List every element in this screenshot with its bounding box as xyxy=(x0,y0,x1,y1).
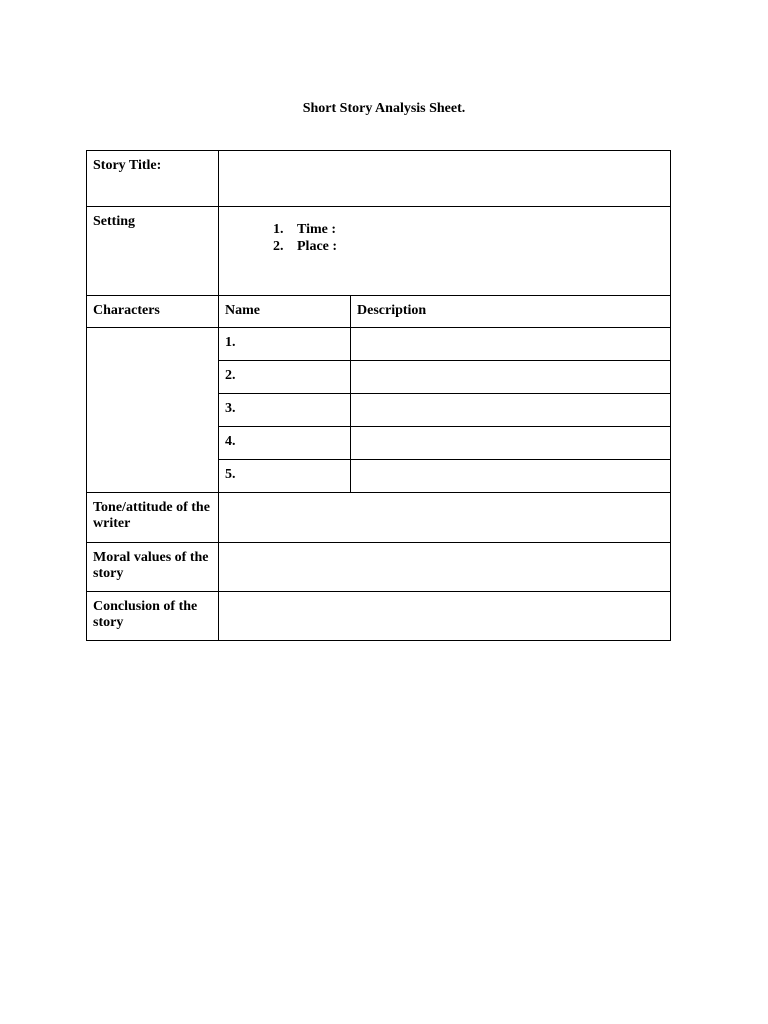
analysis-table xyxy=(86,150,671,641)
setting-item-place xyxy=(273,238,664,255)
character-description-cell[interactable] xyxy=(351,328,671,361)
story-title-label: Story Title: xyxy=(87,151,219,207)
setting-item-number: 1. xyxy=(273,222,284,237)
setting-list xyxy=(225,221,664,255)
conclusion-label: Conclusion of the story xyxy=(87,592,219,641)
story-title-field[interactable] xyxy=(219,151,671,207)
moral-row xyxy=(87,543,671,592)
setting-row xyxy=(87,207,671,296)
conclusion-field[interactable] xyxy=(219,592,671,641)
table-row xyxy=(87,328,671,361)
setting-item-time xyxy=(273,221,664,238)
characters-header-row xyxy=(87,296,671,328)
setting-item-label: Place : xyxy=(297,239,338,254)
character-description-cell[interactable] xyxy=(351,427,671,460)
setting-field[interactable] xyxy=(219,207,671,296)
character-description-cell[interactable] xyxy=(351,394,671,427)
story-title-row xyxy=(87,151,671,207)
setting-item-number: 2. xyxy=(273,239,284,254)
tone-field[interactable] xyxy=(219,493,671,543)
character-name-cell[interactable]: 5. xyxy=(219,460,351,493)
character-name-cell[interactable]: 3. xyxy=(219,394,351,427)
description-column-header: Description xyxy=(351,296,671,328)
moral-label: Moral values of the story xyxy=(87,543,219,592)
character-description-cell[interactable] xyxy=(351,460,671,493)
characters-label: Characters xyxy=(87,296,219,328)
moral-field[interactable] xyxy=(219,543,671,592)
character-name-cell[interactable]: 1. xyxy=(219,328,351,361)
tone-label: Tone/attitude of the writer xyxy=(87,493,219,543)
setting-label: Setting xyxy=(87,207,219,296)
character-name-cell[interactable]: 4. xyxy=(219,427,351,460)
character-description-cell[interactable] xyxy=(351,361,671,394)
conclusion-row xyxy=(87,592,671,641)
page-title: Short Story Analysis Sheet. xyxy=(302,101,466,116)
character-name-cell[interactable]: 2. xyxy=(219,361,351,394)
setting-item-label: Time : xyxy=(297,222,337,237)
characters-blank-cell xyxy=(87,328,219,493)
tone-row xyxy=(87,493,671,543)
name-column-header: Name xyxy=(219,296,351,328)
